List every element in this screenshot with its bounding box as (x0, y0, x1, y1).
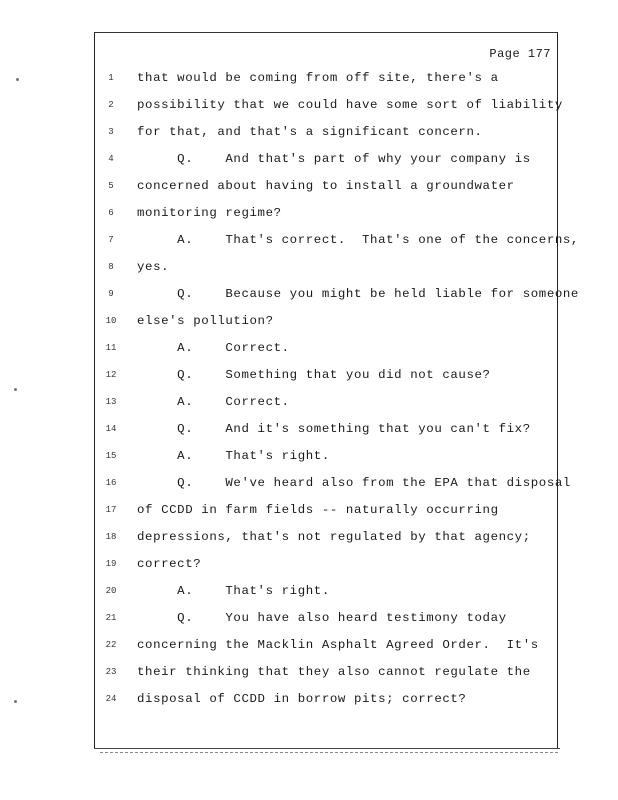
transcript-line (95, 260, 555, 280)
line-text: A. Correct. (137, 341, 290, 355)
transcript-line (95, 449, 555, 469)
scan-speck (14, 700, 17, 703)
line-number: 16 (105, 478, 117, 488)
transcript-line (95, 476, 571, 496)
transcript-line (95, 530, 555, 550)
transcript-line (95, 665, 555, 685)
line-text: yes. (137, 260, 170, 274)
transcript-line (95, 341, 555, 361)
line-number: 7 (108, 235, 114, 245)
line-number: 8 (108, 262, 114, 272)
scan-speck (14, 388, 17, 391)
line-number: 10 (105, 316, 117, 326)
line-text: Q. And it's something that you can't fix? (137, 422, 531, 436)
line-text: concerning the Macklin Asphalt Agreed Order. It's (137, 638, 539, 652)
line-text: disposal of CCDD in borrow pits; correct? (137, 692, 467, 706)
scan-edge-line (100, 752, 558, 753)
line-text: possibility that we could have some sort of liability (137, 98, 563, 112)
line-text: Q. Because you might be held liable for someone (137, 287, 579, 301)
line-number: 14 (105, 424, 117, 434)
transcript-line (95, 584, 555, 604)
line-text: their thinking that they also cannot regulate the (137, 665, 531, 679)
transcript-line (95, 395, 555, 415)
line-number: 13 (105, 397, 117, 407)
line-text: Q. Something that you did not cause? (137, 368, 491, 382)
line-text: concerned about having to install a groundwater (137, 179, 515, 193)
transcript-line (95, 368, 555, 388)
line-text: for that, and that's a significant concern. (137, 125, 483, 139)
line-number: 3 (108, 127, 114, 137)
line-number: 17 (105, 505, 117, 515)
line-text: else's pollution? (137, 314, 274, 328)
transcript-line (95, 233, 579, 253)
transcript-line (95, 152, 555, 172)
line-text: that would be coming from off site, there's a (137, 71, 499, 85)
line-text: A. Correct. (137, 395, 290, 409)
line-number: 2 (108, 100, 114, 110)
line-text: Q. We've heard also from the EPA that disposal (137, 476, 571, 490)
transcript-line (95, 98, 563, 118)
line-number: 12 (105, 370, 117, 380)
line-number: 6 (108, 208, 114, 218)
transcript-line (95, 125, 555, 145)
line-text: A. That's correct. That's one of the concerns, (137, 233, 579, 247)
transcript-line (95, 287, 579, 307)
line-text: depressions, that's not regulated by that agency; (137, 530, 531, 544)
transcript-line (95, 503, 555, 523)
line-number: 1 (108, 73, 114, 83)
transcript-line (95, 422, 555, 442)
line-number: 15 (105, 451, 117, 461)
transcript-line (95, 206, 555, 226)
transcript-line (95, 638, 555, 658)
scan-speck (16, 78, 19, 81)
line-number: 23 (105, 667, 117, 677)
line-number: 22 (105, 640, 117, 650)
line-number: 18 (105, 532, 117, 542)
line-text: Q. You have also heard testimony today (137, 611, 507, 625)
line-text: Q. And that's part of why your company is (137, 152, 531, 166)
line-text: A. That's right. (137, 584, 330, 598)
line-number: 11 (105, 343, 117, 353)
line-number: 20 (105, 586, 117, 596)
transcript-line (95, 179, 555, 199)
line-text: monitoring regime? (137, 206, 282, 220)
transcript-line (95, 314, 555, 334)
line-number: 5 (108, 181, 114, 191)
transcript-line (95, 557, 555, 577)
line-number: 4 (108, 154, 114, 164)
transcript-line (95, 611, 555, 631)
transcript-line (95, 71, 555, 91)
line-text: A. That's right. (137, 449, 330, 463)
transcript-line (95, 692, 555, 712)
line-number: 19 (105, 559, 117, 569)
line-text: correct? (137, 557, 202, 571)
line-text: of CCDD in farm fields -- naturally occurring (137, 503, 499, 517)
line-number: 24 (105, 694, 117, 704)
transcript-page (94, 32, 579, 748)
line-number: 21 (105, 613, 117, 623)
page-bottom-border (94, 748, 560, 749)
line-number: 9 (108, 289, 114, 299)
page-number: Page 177 (489, 47, 551, 61)
